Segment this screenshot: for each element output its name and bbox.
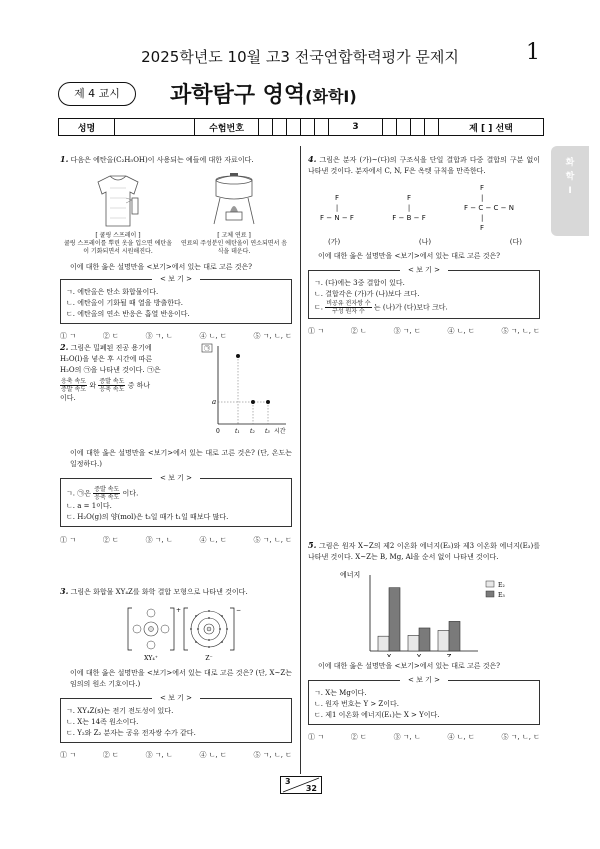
choice-4[interactable]: ④ ㄴ, ㄷ (199, 536, 227, 544)
molecule-a (312, 193, 362, 223)
q3-y-atom (147, 609, 155, 617)
choice-1[interactable]: ① ㄱ (60, 332, 76, 340)
q4-structures (308, 183, 540, 233)
info-row (58, 118, 544, 136)
q1-question: 이에 대한 옳은 설명만을 <보기>에서 있는 대로 고른 것은? (70, 263, 253, 271)
subject-side-tab: 화 학 Ⅰ (551, 146, 589, 236)
mol-line: F − N − F (320, 214, 354, 222)
mol-line: F − B − F (392, 214, 426, 222)
q2-bogi-box (60, 474, 292, 527)
q4-question: 이에 대한 옳은 설명만을 <보기>에서 있는 대로 고른 것은? (318, 252, 501, 260)
choice-5[interactable]: ⑤ ㄱ, ㄴ, ㄷ (253, 536, 292, 544)
choice-3[interactable]: ③ ㄱ, ㄴ (393, 733, 421, 741)
frac-den: 응축 속도 (94, 494, 120, 501)
exam-no-box[interactable] (397, 119, 411, 135)
q1-number: 1. (60, 154, 69, 164)
choice-5[interactable]: ⑤ ㄱ, ㄴ, ㄷ (501, 327, 540, 335)
mol-line: F (406, 194, 412, 202)
q5-bar-Z-e2 (438, 630, 449, 651)
q2-point-t3 (266, 400, 270, 404)
subject-paren: (화학Ⅰ) (305, 87, 357, 106)
q1-stem-text: 다음은 에탄올(C₂H₅OH)이 사용되는 예들에 대한 자료이다. (70, 156, 254, 164)
q2-choices (60, 535, 292, 545)
q4-stem (308, 154, 540, 177)
q2-graph (198, 342, 290, 440)
q5-category-label: Y (416, 653, 422, 657)
subject-title (170, 78, 357, 109)
q1-img2-title: [ 고체 연료 ] (217, 232, 251, 239)
choice-2[interactable]: ② ㄷ (102, 332, 119, 340)
choice-5[interactable]: ⑤ ㄱ, ㄴ, ㄷ (501, 733, 540, 741)
frac-num: 증발 속도 (94, 486, 120, 493)
q5-bar-Z-e3 (449, 621, 460, 651)
question-5 (308, 540, 540, 742)
exam-no-box[interactable] (411, 119, 425, 135)
exam-no-box[interactable] (273, 119, 287, 135)
q5-choices (308, 732, 540, 742)
q5-bar-Y-e2 (408, 635, 419, 651)
mol-label: (가) (328, 238, 341, 246)
q2-stem-line: 그림은 밀폐된 진공 용기에 (70, 344, 152, 352)
svg-text:+: + (176, 607, 182, 614)
q3-y-atom (133, 625, 141, 633)
choice-4[interactable]: ④ ㄴ, ㄷ (447, 733, 475, 741)
q2-bogi-1-pre: ㄱ. ㉠은 (66, 489, 91, 498)
q2-bogi-1-post: 이다. (122, 489, 139, 498)
q3-stem-text: 그림은 화합물 XY₄Z를 화학 결합 모형으로 나타낸 것이다. (70, 588, 248, 596)
q1-stem (60, 154, 292, 166)
exam-no-box[interactable] (315, 119, 329, 135)
cooling-spray-illustration (88, 172, 148, 230)
q5-bogi-item: ㄱ. X는 Mg이다. (314, 689, 367, 697)
page-total: 32 (305, 784, 317, 793)
choice-4[interactable]: ④ ㄴ, ㄷ (199, 751, 227, 759)
q3-question: 이에 대한 옳은 설명만을 <보기>에서 있는 대로 고른 것은? (단, X~Z는 임의의 원소 기호이다.) (70, 669, 292, 688)
q2-bogi-title: < 보 기 > (152, 474, 200, 482)
q5-bar-X-e3 (389, 588, 400, 651)
q5-legend-label: E₃ (498, 592, 505, 599)
choice-4[interactable]: ④ ㄴ, ㄷ (447, 327, 475, 335)
mol-line: F (480, 184, 485, 192)
svg-text:−: − (236, 607, 242, 614)
frac-num: 응축 속도 (61, 378, 87, 385)
choice-3[interactable]: ③ ㄱ, ㄷ (393, 327, 421, 335)
q5-number: 5. (308, 540, 317, 550)
q3-bogi-item: ㄱ. XY₄Z(s)는 전기 전도성이 있다. (66, 707, 174, 715)
mol-line: F (334, 194, 340, 202)
exam-no-label: 수험번호 (195, 119, 259, 135)
q2-bogi-item: ㄷ. H₂O(g)의 양(mol)은 t₃일 때가 t₁일 때보다 많다. (66, 513, 229, 521)
choice-2[interactable]: ② ㄷ (350, 733, 367, 741)
q2-bogi-item: ㄴ. a = 1이다. (66, 502, 112, 510)
q1-img2-caption: 연료의 주성분인 에탄올이 연소되면서 음식을 데운다. (180, 240, 288, 255)
q4-stem-text: 그림은 분자 (가)~(다)의 구조식을 단일 결합과 다중 결합의 구분 없이 나타낸 것이다. 분자에서 C, N, F은 옥텟 규칙을 만족한다. (308, 156, 540, 175)
exam-no-digit: 3 (329, 119, 383, 135)
q2-stem-line: H₂O의 ㉠을 나타낸 것이다. ㉠은 (60, 366, 161, 374)
q3-bogi-title: < 보 기 > (152, 694, 200, 702)
frac-num: 비공유 전자쌍 수 (326, 300, 371, 307)
exam-title: 2025학년도 10월 고3 전국연합학력평가 문제지 (141, 48, 459, 66)
column-divider (300, 146, 301, 774)
q2-tick: 0 (216, 428, 220, 435)
solid-fuel-illustration (204, 172, 264, 230)
q3-bogi-box (60, 694, 292, 743)
q5-stem-text: 그림은 원자 X~Z의 제2 이온화 에너지(E₂)와 제3 이온화 에너지(E₃)를 나타낸 것이다. X~Z는 B, Mg, Al을 순서 없이 나타낸 것이다. (308, 542, 540, 561)
q5-category-label: Z (446, 653, 452, 657)
q1-choices (60, 331, 292, 341)
q2-stem-line: 이다. (60, 394, 76, 402)
q3-y-atom (147, 641, 155, 649)
q4-bogi-item (314, 300, 534, 315)
q1-bogi-title: < 보 기 > (152, 275, 200, 283)
q2-fraction-a (60, 378, 87, 393)
choice-2[interactable]: ② ㄴ (350, 327, 367, 335)
q1-img1-caption: 쿨링 스프레이를 뿌린 옷을 입으면 에탄올이 기화되면서 시원해진다. (63, 240, 173, 255)
q2-tick: t₁ (235, 428, 240, 435)
q5-bogi-item: ㄷ. 제1 이온화 에너지(E₁)는 X > Y이다. (314, 711, 440, 719)
choice-3[interactable]: ③ ㄱ, ㄴ (145, 536, 173, 544)
q2-tick: t₂ (250, 428, 255, 435)
q4-bogi-fraction (325, 300, 371, 315)
q4-number: 4. (308, 154, 317, 164)
q2-bogi-fraction (93, 486, 120, 501)
choice-3[interactable]: ③ ㄱ, ㄴ (145, 332, 173, 340)
q5-bogi-item: ㄴ. 원자 번호는 Y > Z이다. (314, 700, 400, 708)
molecule-c (456, 183, 536, 233)
exam-no-box[interactable] (287, 119, 301, 135)
name-field[interactable] (115, 119, 195, 135)
q1-img1-title: [ 쿨링 스프레이 ] (95, 232, 141, 239)
question-1 (60, 154, 292, 341)
q3-choices (60, 750, 292, 760)
mol-line: F (480, 224, 485, 232)
choice-1[interactable]: ① ㄱ (60, 536, 76, 544)
q5-legend-swatch (486, 591, 494, 597)
exam-no-box[interactable] (301, 119, 315, 135)
choice-1[interactable]: ① ㄱ (60, 751, 76, 759)
q1-bogi-item: ㄴ. 에탄올이 기화될 때 열을 방출한다. (66, 299, 184, 307)
q5-bar-Y-e3 (419, 628, 430, 651)
mol-line: F − C − C − N (464, 204, 514, 212)
q5-bogi-box (308, 676, 540, 725)
q5-legend-swatch (486, 581, 494, 587)
q2-number: 2. (60, 342, 69, 352)
mol-line: | (407, 204, 411, 212)
q1-bogi-item: ㄷ. 에탄올의 연소 반응은 흡열 반응이다. (66, 310, 190, 318)
q3-number: 3. (60, 586, 69, 596)
q4-bogi-title: < 보 기 > (400, 266, 448, 274)
choice-5[interactable]: ⑤ ㄱ, ㄴ, ㄷ (253, 751, 292, 759)
q3-stem (60, 586, 292, 598)
choice-2[interactable]: ② ㄷ (102, 751, 119, 759)
q4-labels (308, 237, 540, 247)
page-current: 3 (285, 777, 291, 786)
q3-label-left: XY₄⁺ (144, 655, 158, 662)
q2-stem (60, 342, 198, 440)
frac-num: 증발 속도 (99, 378, 125, 385)
choice-4[interactable]: ④ ㄴ, ㄷ (199, 332, 227, 340)
q1-images (60, 172, 292, 232)
q2-question: 이에 대한 옳은 설명만을 <보기>에서 있는 대로 고른 것은? (단, 온도는 일정하다.) (70, 449, 292, 468)
q2-point-t1 (236, 354, 240, 358)
q2-stem-line: H₂O(l)을 넣은 후 시간에 따른 (60, 355, 153, 363)
q4-bogi-box (308, 266, 540, 319)
q4-bogi-3-pre: ㄷ. (314, 303, 323, 312)
q2-point-t2 (251, 400, 255, 404)
mol-label: (나) (418, 238, 432, 246)
subject-name: 과학탐구 영역 (170, 83, 306, 108)
question-3 (60, 586, 292, 760)
q2-ylabel: ㉠ (203, 345, 211, 353)
q1-bogi-box (60, 275, 292, 324)
q1-bogi-item: ㄱ. 에탄올은 탄소 화합물이다. (66, 288, 159, 296)
question-4 (308, 154, 540, 336)
q4-bogi-3-post: 는 (나)가 (다)보다 크다. (373, 303, 448, 312)
q5-bogi-title: < 보 기 > (400, 676, 448, 684)
mol-line: | (481, 194, 484, 202)
exam-no-box[interactable] (259, 119, 273, 135)
molecule-b (384, 193, 434, 223)
q2-frac-mid: 와 (89, 381, 97, 390)
q3-bogi-item: ㄷ. Y₂와 Z₂ 분자는 공유 전자쌍 수가 같다. (66, 729, 196, 737)
q2-a-label: a (212, 398, 217, 406)
q2-frac-end: 중 하나 (127, 381, 151, 390)
mol-label: (다) (509, 238, 522, 246)
choice-2[interactable]: ② ㄷ (102, 536, 119, 544)
q3-bogi-item: ㄴ. X는 14족 원소이다. (66, 718, 139, 726)
q5-ylabel: 에너지 (340, 571, 361, 579)
page-indicator (280, 776, 322, 794)
q4-bogi-item: ㄱ. (다)에는 3중 결합이 있다. (314, 279, 405, 287)
q2-tick: t₃ (265, 428, 270, 435)
q2-xlabel: 시간 (274, 428, 286, 435)
frac-den: 증발 속도 (61, 386, 87, 393)
frac-den: 구성 원자 수 (332, 308, 365, 315)
q3-label-right: Z⁻ (205, 655, 213, 662)
choice-3[interactable]: ③ ㄱ, ㄴ (145, 751, 173, 759)
q4-choices (308, 326, 540, 336)
q5-category-label: X (386, 653, 392, 657)
choice-1[interactable]: ① ㄱ (308, 327, 324, 335)
q5-question: 이에 대한 옳은 설명만을 <보기>에서 있는 대로 고른 것은? (318, 662, 501, 670)
exam-no-box[interactable] (425, 119, 439, 135)
session-badge: 제 4 교시 (58, 82, 136, 106)
select-label: 제 [ ] 선택 (469, 123, 513, 134)
question-2 (60, 342, 292, 545)
choice-1[interactable]: ① ㄱ (308, 733, 324, 741)
q5-stem (308, 540, 540, 563)
q3-y-atom (161, 625, 169, 633)
page-number: 1 (526, 40, 540, 65)
q5-bar-chart (308, 567, 540, 657)
mol-line: | (481, 214, 484, 222)
mol-line: | (335, 204, 339, 212)
name-label: 성명 (59, 119, 115, 135)
q2-fraction-b (98, 378, 125, 393)
q5-legend-label: E₂ (498, 582, 505, 589)
q5-bar-X-e2 (378, 636, 389, 651)
q3-bond-model (60, 602, 292, 662)
q4-bogi-item: ㄴ. 결합각은 (가)가 (나)보다 크다. (314, 290, 420, 298)
exam-no-box[interactable] (383, 119, 397, 135)
q2-bogi-item (66, 486, 286, 501)
frac-den: 응축 속도 (99, 386, 125, 393)
choice-5[interactable]: ⑤ ㄱ, ㄴ, ㄷ (253, 332, 292, 340)
